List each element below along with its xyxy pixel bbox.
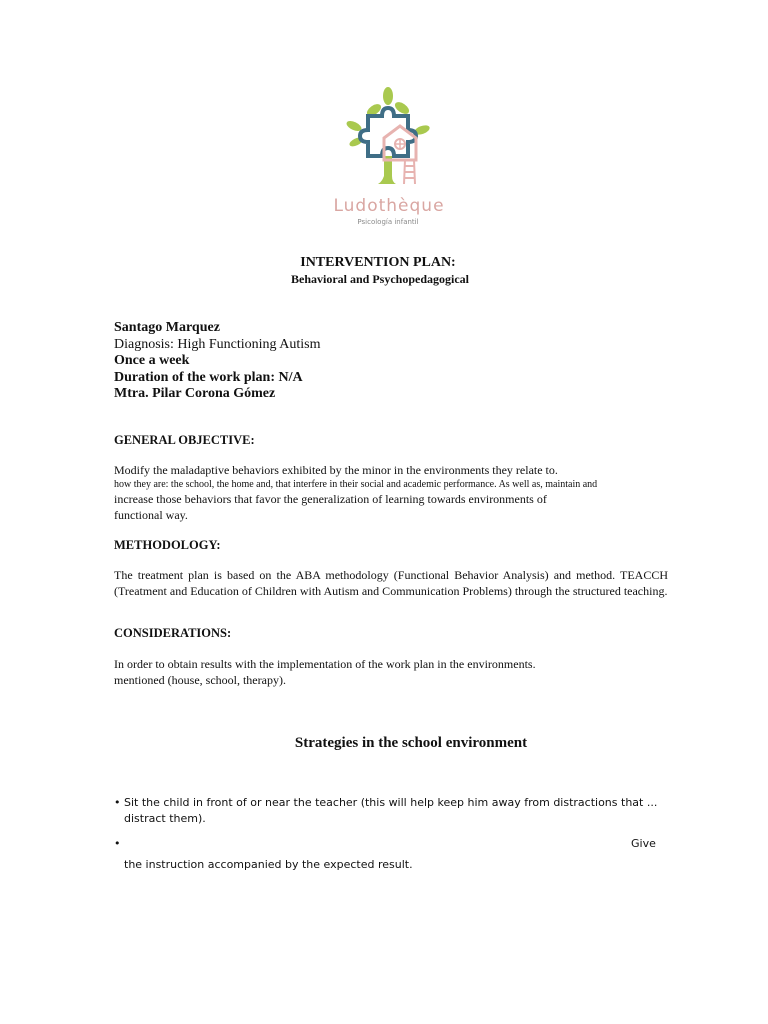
session-frequency: Once a week <box>114 353 190 368</box>
considerations-line-1: In order to obtain results with the implementation of the work plan in the environments. <box>114 657 536 671</box>
patient-diagnosis: Diagnosis: High Functioning Autism <box>114 336 321 352</box>
patient-name: Santago Marquez <box>114 320 220 335</box>
strategy-bullet-2-word: Give <box>631 837 656 850</box>
general-objective-heading: GENERAL OBJECTIVE: <box>114 433 255 447</box>
plan-duration: Duration of the work plan: N/A <box>114 369 303 385</box>
objective-line-1: Modify the maladaptive behaviors exhibited by the minor in the environments they relate to. <box>114 463 558 477</box>
strategy-bullet-1: • Sit the child in front of or near the teacher (this will help keep him away from distractions that ... <box>114 796 658 809</box>
considerations-line-2: mentioned (house, school, therapy). <box>114 673 286 687</box>
therapist-name: Mtra. Pilar Corona Gómez <box>114 386 276 401</box>
strategy-bullet-2-marker: • <box>114 837 121 850</box>
brand-subtitle: Psicología infantil <box>357 218 419 226</box>
document-title: INTERVENTION PLAN: <box>300 255 456 270</box>
considerations-text <box>114 656 668 688</box>
objective-line-3: increase those behaviors that favor the generalization of learning towards environments of <box>114 492 547 506</box>
objective-line-4: functional way. <box>114 508 188 522</box>
strategy-bullet-1-continued: distract them). <box>124 812 206 825</box>
brand-name: Ludothèque <box>333 196 445 216</box>
considerations-heading: CONSIDERATIONS: <box>114 626 232 640</box>
strategies-heading: Strategies in the school environment <box>294 735 528 751</box>
strategy-bullet-2-continued: the instruction accompanied by the expected result. <box>124 858 413 871</box>
document-subtitle: Behavioral and Psychopedagogical <box>290 272 469 286</box>
methodology-text: The treatment plan is based on the ABA methodology (Functional Behavior Analysis) and method. TEACCH (Treatment and Education of Children with Autism and Communication Problems) through the structured teaching. <box>114 568 668 598</box>
general-objective-text <box>114 462 668 523</box>
patient-info <box>114 320 321 403</box>
methodology-heading: METHODOLOGY: <box>114 538 221 552</box>
ludotheque-logo-icon <box>338 86 438 188</box>
objective-line-2: how they are: the school, the home and, that interfere in their social and academic performance. As well as, maintain and <box>114 479 598 490</box>
